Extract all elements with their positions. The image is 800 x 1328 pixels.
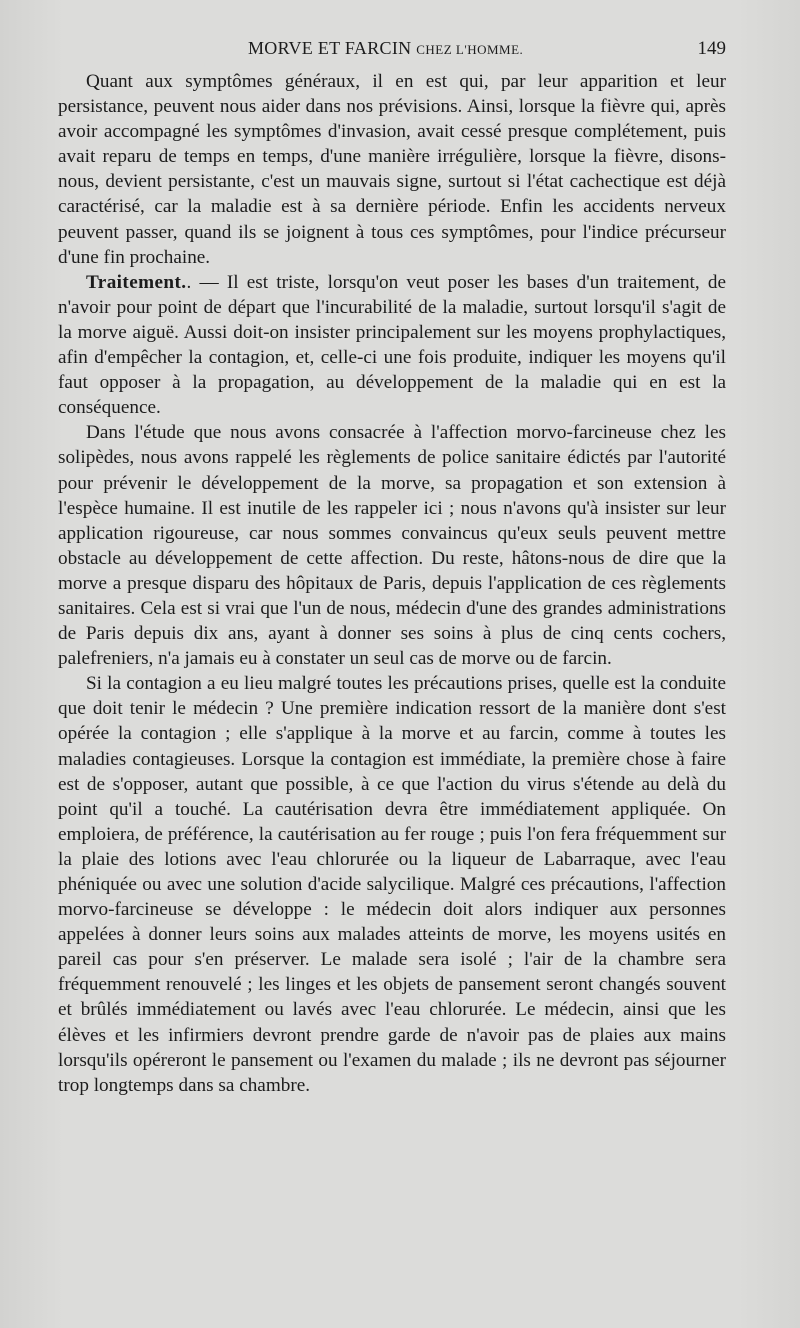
- running-title: [248, 38, 523, 59]
- body-text: [58, 69, 726, 1098]
- running-title-small: CHEZ L'HOMME.: [416, 42, 524, 57]
- running-title-main: MORVE ET FARCIN: [248, 38, 412, 58]
- paragraph-text: . — Il est triste, lorsqu'on veut poser les bases d'un traitement, de n'avoir pour point de départ que l'incurabilité de la maladie, surtout lorsqu'il s'agit de la morve aiguë. Aussi doit-on insister principalement sur les moyens prophylactiques, afin d'empêcher la contagion, et, celle-ci une fois produite, indiquer les moyens qu'il faut opposer à la propagation, au développement de la maladie qui en est la conséquence.: [58, 271, 726, 419]
- paragraph-prophylaxis: [58, 420, 726, 671]
- paragraph-contagion: [58, 671, 726, 1098]
- paragraph-text: Quant aux symptômes généraux, il en est qui, par leur apparition et leur persistance, peuvent nous aider dans nos prévisions. Ainsi, lorsque la fièvre qui, après avoir accompagné les symptômes d'invasion, avait cessé presque complétement, puis avait reparu de temps en temps, d'une manière irrégulière, lorsque la fièvre, disons-nous, devient persistante, c'est un mauvais signe, surtout si l'état cachectique est déjà caractérisé, car la maladie est à sa dernière période. Enfin les accidents nerveux peuvent passer, quand ils se joignent à tous ces symptômes, pour l'indice précurseur d'une fin prochaine.: [58, 71, 726, 268]
- paragraph-traitement: [58, 270, 726, 421]
- section-heading-traitement: Traitement.: [86, 271, 187, 293]
- paragraph-text: Dans l'étude que nous avons consacrée à l'affection morvo-farcineuse chez les solipèdes, nous avons rappelé les règlements de police sanitaire édictés par l'autorité pour prévenir le développement de la morve, sa propagation et son extension à l'espèce humaine. Il est inutile de les rappeler ici ; nous n'avons qu'à insister sur leur application rigoureuse, car nous sommes convaincus qu'eux seuls peuvent mettre obstacle au développement de cette affection. Du reste, hâtons-nous de dire que la morve a presque disparu des hôpitaux de Paris, depuis l'application de ces règlements sanitaires. Cela est si vrai que l'un de nous, médecin d'une des grandes administrations de Paris depuis dix ans, ayant à donner ses soins à plus de cinq cents cochers, palefreniers, n'a jamais eu à constater un seul cas de morve ou de farcin.: [58, 422, 726, 670]
- paragraph-text: Si la contagion a eu lieu malgré toutes les précautions prises, quelle est la conduite que doit tenir le médecin ? Une première indication ressort de la manière dont s'est opérée la contagion ; elle s'applique à la morve et au farcin, comme à toutes les maladies contagieuses. Lorsque la contagion est immédiate, la première chose à faire est de s'opposer, autant que possible, à ce que l'action du virus s'étende au delà du point qu'il a touché. La cautérisation devra être immédiatement appliquée. On emploiera, de préférence, la cautérisation au fer rouge ; puis l'on fera fréquemment sur la plaie des lotions avec l'eau chlorurée ou la liqueur de Labarraque, avec l'eau phéniquée ou avec une solution d'acide salycilique. Malgré ces précautions, l'affection morvo-farcineuse se développe : le médecin doit alors indiquer aux personnes appelées à donner leurs soins aux malades atteints de morve, les moyens usités en pareil cas pour s'en préserver. Le malade sera isolé ; l'air de la chambre sera fréquemment renouvelé ; les linges et les objets de pansement seront changés souvent et brûlés immédiatement ou lavés avec l'eau chlorurée. Le médecin, ainsi que les élèves et les infirmiers devront prendre garde de n'avoir pas de plaies aux mains lorsqu'ils opéreront le pansement ou l'examen du malade ; ils ne devront pas séjourner trop longtemps dans sa chambre.: [58, 673, 726, 1096]
- running-head: [58, 38, 726, 62]
- paragraph-symptoms: [58, 69, 726, 270]
- page-number: 149: [697, 38, 726, 59]
